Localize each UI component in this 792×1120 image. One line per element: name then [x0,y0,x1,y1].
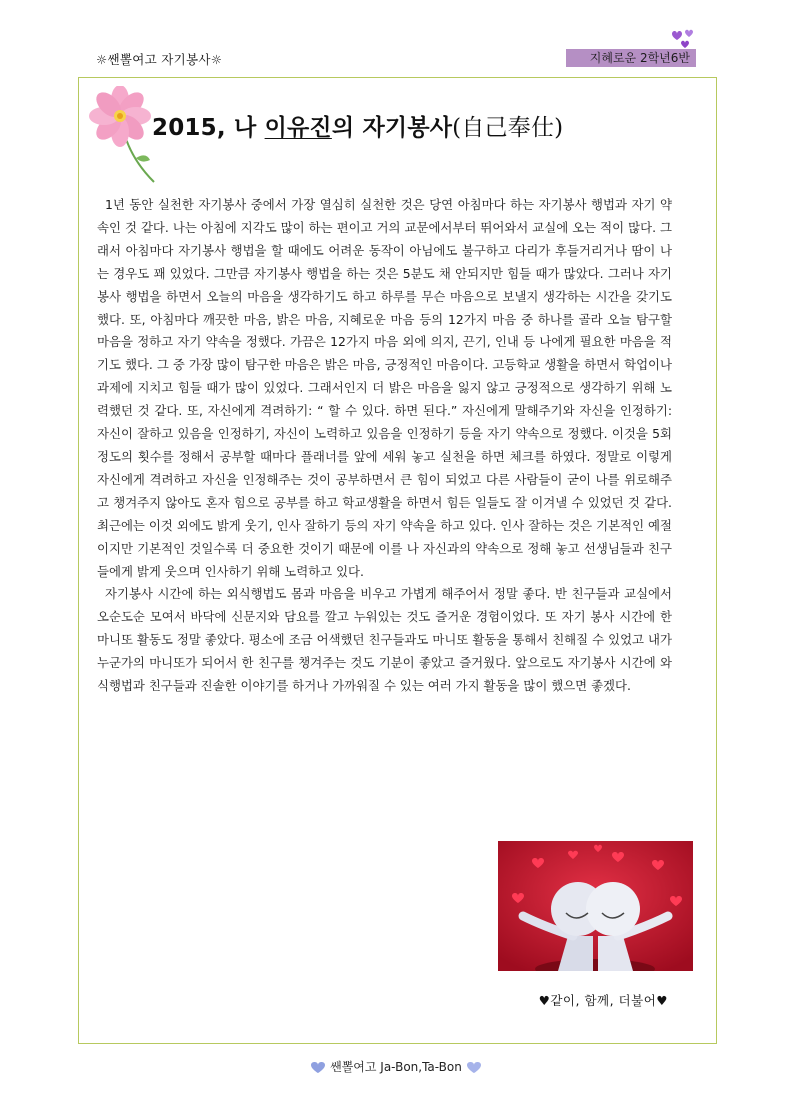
blue-heart-icon [310,1061,326,1075]
footer-text: 쌘뽈여고 Ja-Bon,Ta-Bon [330,1060,462,1074]
pink-flower-icon [88,86,160,186]
blue-heart-icon [466,1061,482,1075]
page-title [152,109,563,142]
school-header: ☼쌘뽈여고 자기봉사☼ [96,52,223,67]
title-suffix: 의 자기봉사 [331,115,453,141]
title-hanja: (自己奉仕) [452,115,564,141]
essay-paragraph-2: 자기봉사 시간에 하는 외식행법도 몸과 마음을 비우고 가볍게 해주어서 정말 좋다. 반 친구들과 교실에서 오순도순 모여서 바닥에 신문지와 담요를 깔고 누워있는 것도 즐거운 경험이었다. 또 자기 봉사 시간에 한 마니또 활동도 정말 좋았다. 평소에 조금 어색했던 친구들과도 마니또 활동을 통해서 친해질 수 있었고 내가 누군가의 마니또가 되어서 한 친구를 챙겨주는 것도 기분이 좋았고 즐거웠다. 앞으로도 자기봉사 시간에 와식행법과 친구들과 진솔한 이야기를 하거나 가까워질 수 있는 여러 가지 활동을 많이 했으면 좋겠다. [97,586,672,694]
hugging-friends-illustration [498,841,693,971]
title-prefix: 2015, 나 [152,115,265,141]
caption: ♥같이, 함께, 더불어♥ [538,993,668,1008]
title-name: 이유진 [264,115,332,141]
page-footer [0,1058,792,1075]
essay-paragraph-1: 1년 동안 실천한 자기봉사 중에서 가장 열심히 실천한 것은 당연 아침마다 하는 자기봉사 행법과 자기 약속인 것 같다. 나는 아침에 지각도 많이 하는 편이고 거의 교문에서부터 뛰어와서 교실에 오는 적이 많다. 그래서 아침마다 자기봉사 행법을 할 때에도 어려운 동작이 아님에도 불구하고 다리가 후들거리거나 땀이 나는 경우도 꽤 있었다. 그만큼 자기봉사 행법을 하는 것은 5분도 채 안되지만 힘들 때가 많았다. 그러나 자기봉사 행법을 하면서 오늘의 마음을 생각하기도 하고 하루를 무슨 마음으로 보낼지 생각하는 시간을 갖기도 했다. 또, 아침마다 깨끗한 마음, 밝은 마음, 지혜로운 마음 등의 12가지 마음 중 하나를 골라 오늘 탐구할 마음을 정하고 자기 약속을 정했다. 가끔은 12가지 마음 외에 의지, 끈기, 인내 등 나에게 필요한 마음을 적기도 했다. 그 중 가장 많이 탐구한 마음은 밝은 마음, 긍정적인 마음이다. 고등학교 생활을 하면서 학업이나 과제에 지치고 힘들 때가 많이 있었다. 그래서인지 더 밝은 마음을 잃지 않고 긍정적으로 생각하기 위해 노력했던 것 같다. 또, 자신에게 격려하기: “ 할 수 있다. 하면 된다.” 자신에게 말해주기와 자신을 인정하기: 자신이 잘하고 있음을 인정하기, 자신이 노력하고 있음을 인정하기 등을 자기 약속으로 정했다. 이것을 5회 정도의 횟수를 정해서 공부할 때마다 플래너를 앞에 세워 놓고 실천을 하면 체크를 하였다. 정말로 이렇게 자신에게 격려하고 자신을 인정해주는 것이 공부하면서 큰 힘이 되었고 다른 사람들이 굳이 나를 위로해주고 챙겨주지 않아도 혼자 힘으로 공부를 하고 학교생활을 하면서 힘든 일들도 잘 이겨낼 수 있었던 것 같다. 최근에는 이것 외에도 밝게 웃기, 인사 잘하기 등의 자기 약속을 하고 있다. 인사 잘하는 것은 기본적인 예절이지만 기본적인 것일수록 더 중요한 것이기 때문에 이를 나 자신과의 약속으로 정해 놓고 선생님들과 친구들에게 밝게 웃으며 인사하기 위해 노력하고 있다. [97,197,672,579]
class-tag: 지혜로운 2학년6반 [566,49,696,67]
essay-body [97,194,672,698]
